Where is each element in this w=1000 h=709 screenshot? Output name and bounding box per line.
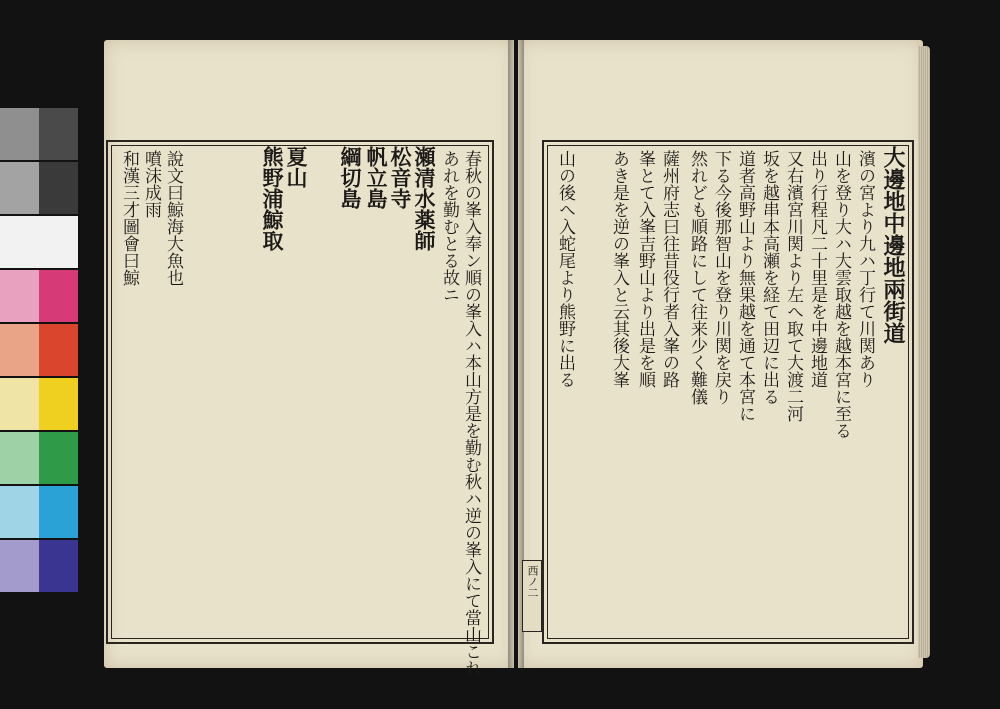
color-patch xyxy=(0,324,39,376)
text-column: 峯とて入峯吉野山より出是を順 xyxy=(635,150,655,388)
color-patch xyxy=(0,108,39,160)
text-column: あれを勤むとる故ニ xyxy=(439,150,459,303)
text-column: 春秋の峯入奉ン順の峯入ハ本山方是を勤む秋ハ逆の峯入にて當山これ xyxy=(461,150,481,677)
folio-text: 西ノ二 xyxy=(526,565,539,598)
page-stack-edge xyxy=(918,46,930,658)
color-patch xyxy=(0,162,39,214)
color-patch xyxy=(39,432,78,484)
text-column: 噴沫成雨 xyxy=(141,150,161,218)
text-column: 坂を越串本高瀬を経て田辺に出る xyxy=(759,150,779,405)
color-patch xyxy=(39,270,78,322)
text-column: 山の後へ入蛇尾より熊野に出る xyxy=(555,150,575,388)
heading-column: 帆立島 xyxy=(364,146,389,209)
text-column: 又右濱宮川関より左へ取て大渡二河 xyxy=(783,150,803,422)
text-column: 薩州府志曰往昔役行者入峯の路 xyxy=(659,150,679,388)
heading-column: 熊野浦鯨取 xyxy=(260,146,285,251)
color-patch xyxy=(39,540,78,592)
color-patch xyxy=(0,216,39,268)
color-patch xyxy=(0,540,39,592)
heading-column: 夏山 xyxy=(284,146,309,188)
color-patch xyxy=(39,486,78,538)
color-patch xyxy=(39,108,78,160)
heading-column: 松音寺 xyxy=(388,146,413,209)
text-column: 濱の宮より九ハ丁行て川関あり xyxy=(855,150,875,388)
text-column: 和漢三才圖會曰鯨 xyxy=(119,150,139,286)
text-column: 然れども順路にして往来少く難儀 xyxy=(687,150,707,405)
color-patch xyxy=(39,324,78,376)
text-column: 說文曰鯨海大魚也 xyxy=(163,150,183,286)
color-patch xyxy=(39,216,78,268)
text-column: 下る今後那智山を登り川関を戻り xyxy=(711,150,731,405)
text-column: 山を登り大ハ大雲取越を越本宮に至る xyxy=(831,150,851,439)
color-patch xyxy=(0,270,39,322)
color-patch xyxy=(39,378,78,430)
color-patch xyxy=(0,378,39,430)
heading-column: 瀬清水薬師 xyxy=(412,146,437,251)
text-column: 出り行程凡二十里是を中邊地道 xyxy=(807,150,827,388)
page-title: 大邊地中邊地兩街道 xyxy=(880,146,906,344)
color-patch xyxy=(39,162,78,214)
text-column: あき是を逆の峯入と云其後大峯 xyxy=(609,150,629,388)
text-column: 道者高野山より無果越を通て本宮に xyxy=(735,150,755,422)
folio-page-number xyxy=(522,560,542,632)
color-patch xyxy=(0,432,39,484)
color-patch xyxy=(0,486,39,538)
heading-column: 綱切島 xyxy=(338,146,363,209)
